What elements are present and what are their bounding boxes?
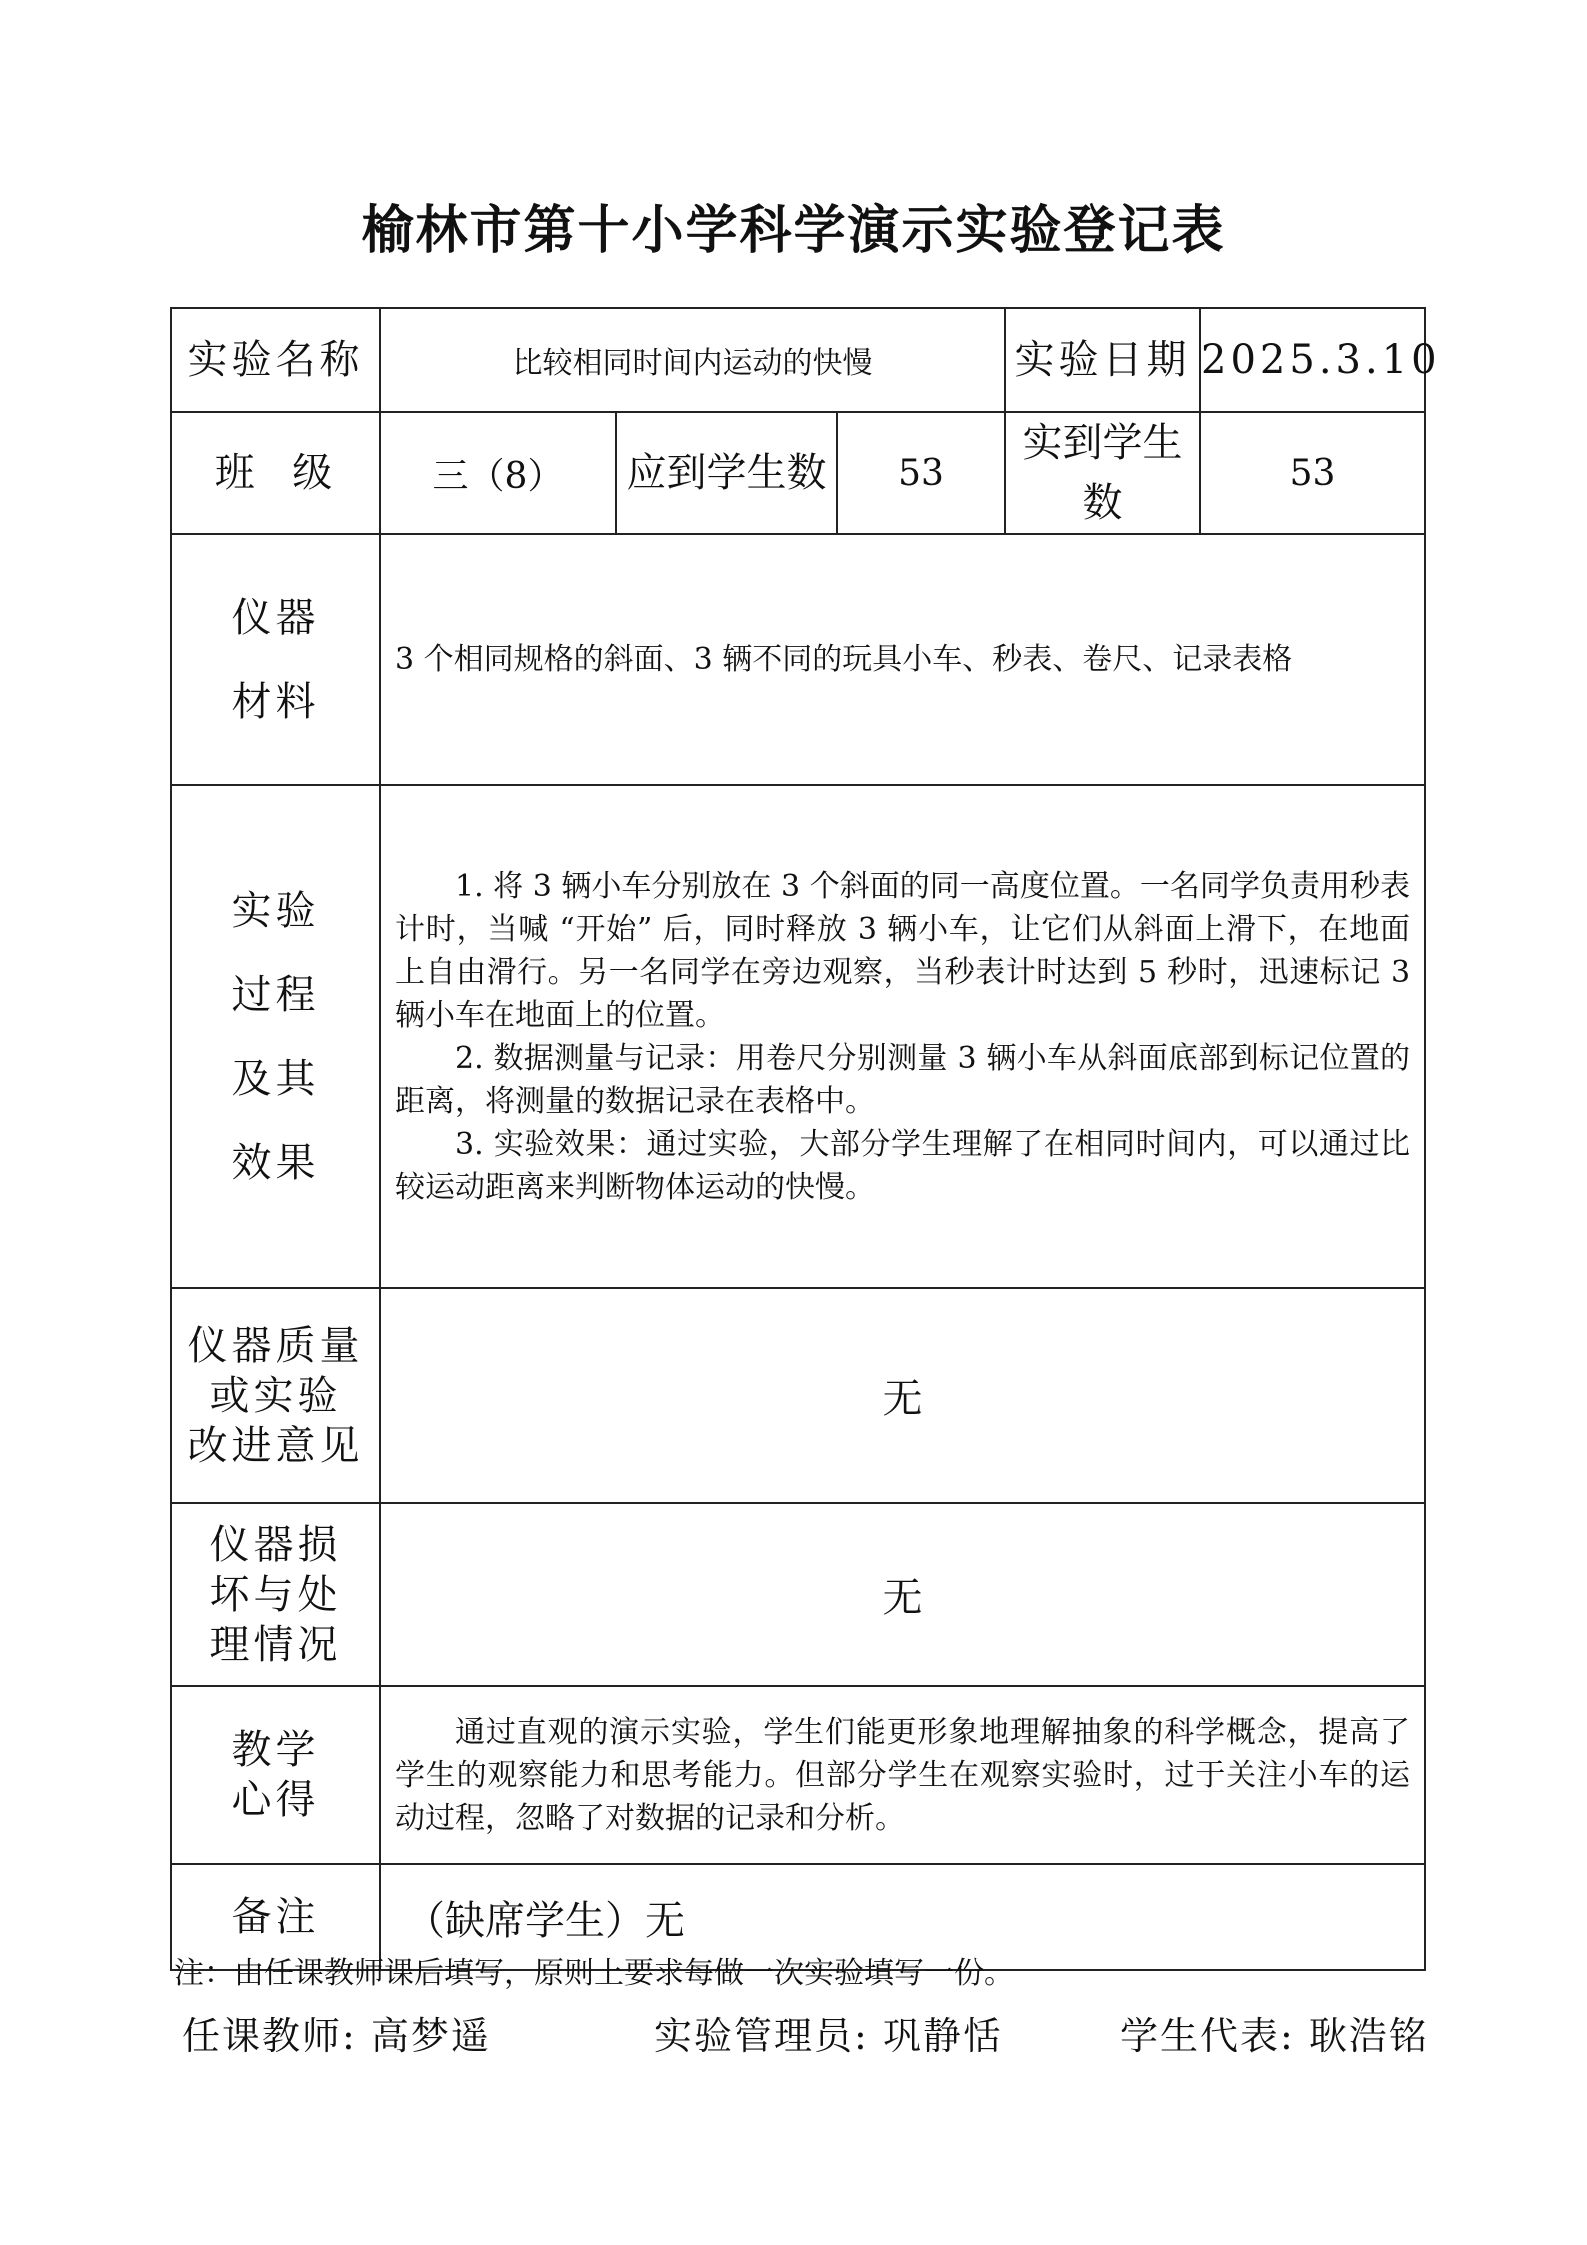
materials-label-line: 仪器	[231, 594, 320, 641]
reflection-label-line: 心得	[231, 1777, 320, 1823]
actual-students-label: 实到学生数	[1005, 412, 1200, 534]
quality-label-line: 改进意见	[187, 1422, 364, 1469]
damage-value: 无	[380, 1503, 1425, 1686]
materials-label	[171, 534, 380, 785]
reflection-label	[171, 1686, 380, 1864]
row-damage	[171, 1503, 1425, 1686]
row-reflection	[171, 1686, 1425, 1864]
signature-line	[182, 2011, 1429, 2061]
row-quality	[171, 1288, 1425, 1503]
date-value: 2025.3.10	[1200, 308, 1425, 412]
class-label: 班 级	[171, 412, 380, 534]
remarks-label: 备注	[171, 1864, 380, 1970]
registration-form	[170, 307, 1441, 1971]
quality-label-line: 或实验	[209, 1372, 342, 1419]
row-process	[171, 785, 1425, 1288]
experiment-name-label: 实验名称	[171, 308, 380, 412]
process-step-1: 1. 将 3 辆小车分别放在 3 个斜面的同一高度位置。一名同学负责用秒表计时，当喊 “开始” 后，同时释放 3 辆小车，让它们从斜面上滑下，在地面上自由滑行。另一名同学在旁边观察，当秒表计时达到 5 秒时，迅速标记 3 辆小车在地面上的位置。	[395, 868, 1411, 1033]
experiment-name-value: 比较相同时间内运动的快慢	[380, 308, 1005, 412]
process-step-3: 3. 实验效果：通过实验，大部分学生理解了在相同时间内，可以通过比较运动距离来判断物体运动的快慢。	[395, 1126, 1411, 1205]
quality-label-line: 仪器质量	[187, 1322, 364, 1369]
reflection-label-line: 教学	[231, 1727, 320, 1773]
page-title: 榆林市第十小学科学演示实验登记表	[361, 201, 1226, 261]
damage-label	[171, 1503, 380, 1686]
row-experiment-name	[171, 308, 1425, 412]
process-label-line: 及其	[231, 1055, 320, 1102]
row-materials	[171, 534, 1425, 785]
quality-label	[171, 1288, 380, 1503]
damage-label-line: 理情况	[209, 1621, 342, 1668]
reflection-value	[380, 1686, 1425, 1864]
quality-value: 无	[380, 1288, 1425, 1503]
process-value	[380, 785, 1425, 1288]
admin-signature: 实验管理员: 巩静恬	[654, 2014, 1003, 2058]
class-value: 三（8）	[380, 412, 616, 534]
process-label-line: 效果	[231, 1139, 320, 1186]
process-label-line: 实验	[231, 887, 320, 934]
student-signature: 学生代表: 耿浩铭	[1120, 2014, 1429, 2058]
expected-students-label: 应到学生数	[616, 412, 837, 534]
teacher-signature: 任课教师: 高梦遥	[182, 2014, 491, 2058]
remarks-value: （缺席学生）无	[380, 1864, 1425, 1970]
reflection-text: 通过直观的演示实验，学生们能更形象地理解抽象的科学概念，提高了学生的观察能力和思考能力。但部分学生在观察实验时，过于关注小车的运动过程，忽略了对数据的记录和分析。	[395, 1714, 1411, 1836]
process-label-line: 过程	[231, 971, 320, 1018]
process-label	[171, 785, 380, 1288]
materials-value: 3 个相同规格的斜面、3 辆不同的玩具小车、秒表、卷尺、记录表格	[380, 534, 1425, 785]
process-step-2: 2. 数据测量与记录：用卷尺分别测量 3 辆小车从斜面底部到标记位置的距离，将测量的数据记录在表格中。	[395, 1040, 1411, 1119]
row-class	[171, 412, 1425, 534]
damage-label-line: 仪器损	[209, 1521, 342, 1568]
expected-students-value: 53	[837, 412, 1005, 534]
materials-label-line: 材料	[231, 678, 320, 725]
date-label: 实验日期	[1005, 308, 1200, 412]
footnote: 注：由任课教师课后填写，原则上要求每做一次实验填写一份。	[174, 1956, 1014, 1991]
damage-label-line: 坏与处	[209, 1571, 342, 1618]
actual-students-value: 53	[1200, 412, 1425, 534]
